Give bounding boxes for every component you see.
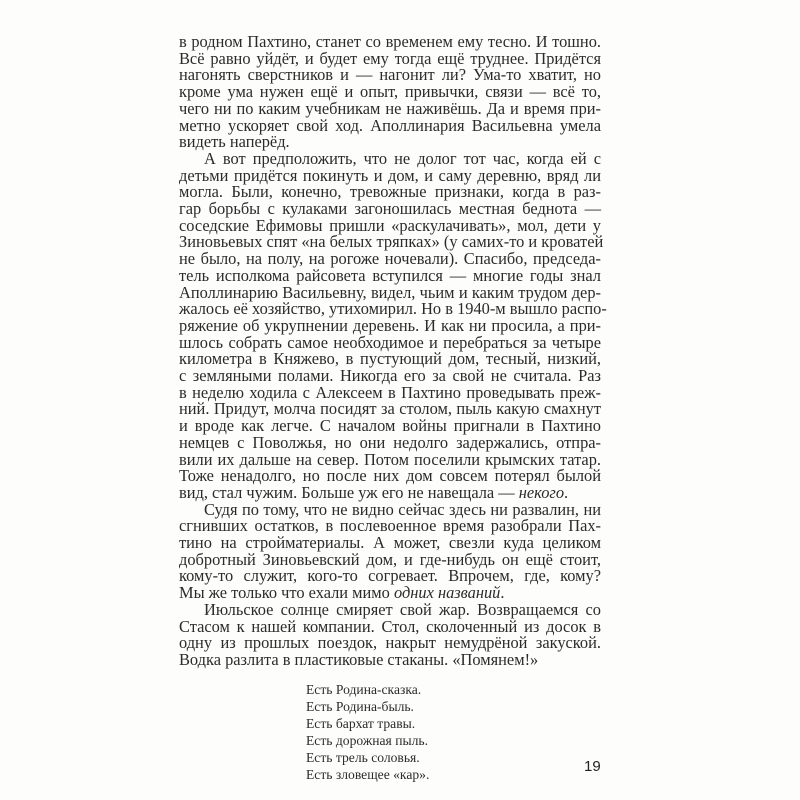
- text-line: с земляными полами. Никогда его за свой не считала. Раз: [179, 366, 601, 385]
- text-line: шлось собрать самое необходимое и перебраться за четыре: [179, 332, 601, 352]
- text-line: и вроде как легче. С началом войны пригнали в Пахтино: [179, 416, 601, 436]
- text-segment: Мы же только что ехали мимо: [179, 583, 394, 603]
- italic-emphasis: одних названий: [393, 583, 501, 603]
- text-line: сгнивших остатков, в послевоенное время разобрали Пах-: [179, 516, 601, 536]
- poem-line: Есть дорожная пыль.: [306, 732, 428, 748]
- text-line: Всё равно уйдёт, и будет ему тогда ещё труднее. Придётся: [179, 48, 601, 68]
- text-line: могла. Были, конечно, тревожные признаки, когда в раз-: [179, 182, 601, 202]
- text-line: добротный Зиновьевский дом, и где-нибудь он ещё стоит,: [179, 549, 601, 569]
- text-line: одну из прошлых поездок, накрыт немудрёной закуской.: [179, 633, 601, 653]
- poem-line: Есть трель соловья.: [306, 749, 420, 765]
- text-line: тель исполкома райсовета вступился — многие годы знал: [179, 265, 601, 285]
- text-line: А вот предположить, что не долог тот час, когда ей с: [204, 148, 601, 168]
- text-line: вили их дальше на север. Потом поселили крымских татар.: [179, 449, 601, 469]
- text-line: кому-то служит, кого-то согревает. Впрочем, где, кому?: [179, 566, 601, 586]
- text-line: немцев с Поволжья, но они недолго задержались, отпра-: [179, 432, 601, 452]
- text-line: гар борьбы с кулаками загоношилась местная беднота —: [179, 199, 601, 218]
- text-line: Судя по тому, что не видно сейчас здесь ни развалин, ни: [204, 499, 601, 519]
- text-line: кроме ума нужен ещё и опыт, привычки, связи — всё то,: [179, 82, 601, 102]
- text-line: соседские Ефимовы пришли «раскулачивать», мол, дети у: [179, 215, 601, 235]
- text-line: километра в Княжево, в пустующий дом, тесный, низкий,: [179, 349, 601, 369]
- text-line: Стасом к нашей компании. Стол, сколоченный из досок в: [179, 616, 601, 636]
- text-segment: .: [500, 583, 505, 603]
- text-line: ряжение об укрупнении деревень. И как ни просила, а при-: [179, 315, 601, 335]
- text-line: детьми придётся покинуть и дом, и саму деревню, вряд ли: [179, 165, 601, 185]
- poem-line: Есть Родина-быль.: [306, 698, 414, 714]
- page-number: 19: [584, 758, 601, 775]
- text-segment: .: [564, 482, 569, 502]
- text-line: не было, на полу, на рогоже ночевали). Спасибо, председа-: [179, 249, 601, 269]
- text-line: Тоже ненадолго, но после них дом совсем потерял былой: [179, 466, 601, 486]
- text-line: метно ускоряет свой ход. Аполлинария Васильевна умела: [179, 115, 601, 135]
- text-line: ний. Придут, молча посидят за столом, пыль какую смахнут: [179, 399, 601, 419]
- text-line: в родном Пахтино, станет со временем ему тесно. И тошно.: [179, 32, 601, 51]
- text-line: Июльское солнце смиряет свой жар. Возвращаемся со: [204, 599, 601, 619]
- poem-line: Есть Родина-сказка.: [306, 681, 422, 697]
- text-line: Водка разлита в пластиковые стаканы. «Помянем!»: [179, 649, 539, 669]
- text-line: Аполлинарию Васильевну, видел, чьим и каким трудом дер-: [179, 282, 601, 302]
- poem-line: Есть бархат травы.: [306, 715, 416, 731]
- italic-emphasis: некого: [518, 482, 565, 502]
- text-line: в неделю ходила с Алексеем в Пахтино проведывать преж-: [179, 382, 601, 402]
- text-line: тино на стройматериалы. А может, свезли куда целиком: [179, 533, 601, 552]
- text-segment: вид, стал чужим. Больше уж его не навещала —: [179, 482, 519, 502]
- text-line: нагонять сверстников и — нагонит ли? Ума-то хватит, но: [179, 65, 601, 85]
- poem-line: Есть зловещее «кар».: [306, 766, 430, 782]
- text-line: жалось её хозяйство, утихомирил. Но в 1940-м вышло распо-: [179, 299, 607, 319]
- text-line: чего ни по каким учебникам не наживёшь. Да и время при-: [179, 98, 601, 118]
- text-line: Зиновьевых спят «на белых тряпках» (у самих-то и кроватей: [179, 232, 604, 252]
- text-line: видеть наперёд.: [179, 132, 290, 152]
